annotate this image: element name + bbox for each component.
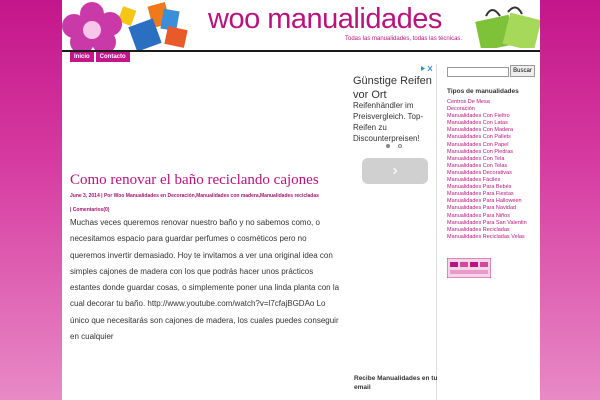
banner-image[interactable] [447, 258, 491, 278]
nav-item-contacto[interactable]: Contacto [96, 52, 130, 62]
post-title[interactable]: Como renovar el baño reciclando cajones [70, 172, 319, 188]
chevron-right-icon[interactable]: › [362, 158, 428, 184]
category-link[interactable]: Manualidades Con Tela [447, 155, 505, 162]
category-link[interactable]: Manualidades Decorativas [447, 169, 512, 176]
post-meta: June 3, 2014 | Por Woo Manualidades en Decoración,Manualidades con madera,Manualidades recicladas | Comentarios(0) [70, 193, 319, 213]
page-container [62, 0, 540, 400]
category-link[interactable]: Manualidades Con Pallets [447, 134, 511, 141]
search-input[interactable] [447, 67, 509, 77]
category-link[interactable]: Manualidades Fáciles [447, 177, 501, 184]
category-link[interactable]: Manualidades Para Halloween [447, 198, 522, 205]
search-button[interactable]: Buscar [510, 65, 535, 77]
category-link[interactable]: Manualidades Con Telas [447, 162, 508, 169]
site-header [62, 0, 540, 52]
ad-choices-icon[interactable] [420, 65, 434, 72]
main-nav [70, 52, 132, 62]
column-divider [436, 64, 437, 400]
category-link[interactable]: Manualidades Recicladas Velas [447, 233, 525, 240]
nav-item-inicio[interactable]: Inicio [70, 52, 94, 62]
category-link[interactable]: Manualidades Con Madera [447, 127, 514, 134]
post-body: Muchas veces queremos renovar nuestro baño y no sabemos como, o necesitamos espacio para guardar perfumes o cosméticos pero no queremos invertir demasiado. Hoy te invitamos a ver una original idea con simples cajones de madera con los que podrás hacer unos prácticos estantes donde guardar cosas, o simplemente poner una linda planta con la cual decorar tu baño. http://www.youtube.com/watch?v=l7cfajBGDAo Lo único que necesitarás son cajones de madera, los cuales puedes conseguir en cualquier [70, 218, 340, 342]
carousel-dot[interactable] [398, 144, 402, 148]
category-link[interactable]: Centros De Mesa [447, 99, 490, 105]
category-link[interactable]: Manualidades Con Papel [447, 141, 509, 148]
flower-logo-icon[interactable] [62, 0, 202, 50]
category-link[interactable]: Manualidades Para Niños [447, 212, 510, 219]
newsletter-heading: Recibe Manualidades en tu email [354, 375, 438, 391]
category-link[interactable]: Manualidades Recicladas [447, 226, 510, 233]
category-link[interactable]: Decoración [447, 106, 475, 113]
category-link[interactable]: Manualidades Con Piedras [447, 148, 514, 155]
carousel-dot-active[interactable] [386, 144, 390, 148]
post-date: June 3, 2014 [70, 193, 100, 199]
site-title[interactable]: woo manualidades [208, 3, 442, 35]
post-categories[interactable]: Decoración,Manualidades con madera,Manualidades recicladas [167, 193, 319, 199]
site-tagline: Todas las manualidades, todas las técnicas. [345, 36, 463, 42]
shopping-bags-icon [456, 4, 540, 48]
category-link[interactable]: Manualidades Para San Valentin [447, 219, 527, 226]
category-link[interactable]: Manualidades Con Fieltro [447, 113, 510, 120]
category-link[interactable]: Manualidades Para Fiestas [447, 191, 514, 198]
categories-heading: Tipos de manualidades [447, 88, 519, 95]
ad-unit[interactable] [350, 64, 436, 192]
categories-list [447, 99, 539, 241]
ad-headline[interactable]: Günstige Reifen vor Ort [353, 75, 432, 101]
ad-description: Reifenhändler im Preisvergleich. Top-Reifen zu Discounterpreisen! [353, 101, 424, 143]
category-link[interactable]: Manualidades Con Latas [447, 120, 508, 127]
category-link[interactable]: Manualidades Para Bebés [447, 184, 512, 191]
category-link[interactable]: Manualidades Para Navidad [447, 205, 517, 212]
post-comments[interactable]: Comentarios(0) [72, 207, 110, 213]
post-author: Por Woo Manualidades en [103, 193, 167, 199]
